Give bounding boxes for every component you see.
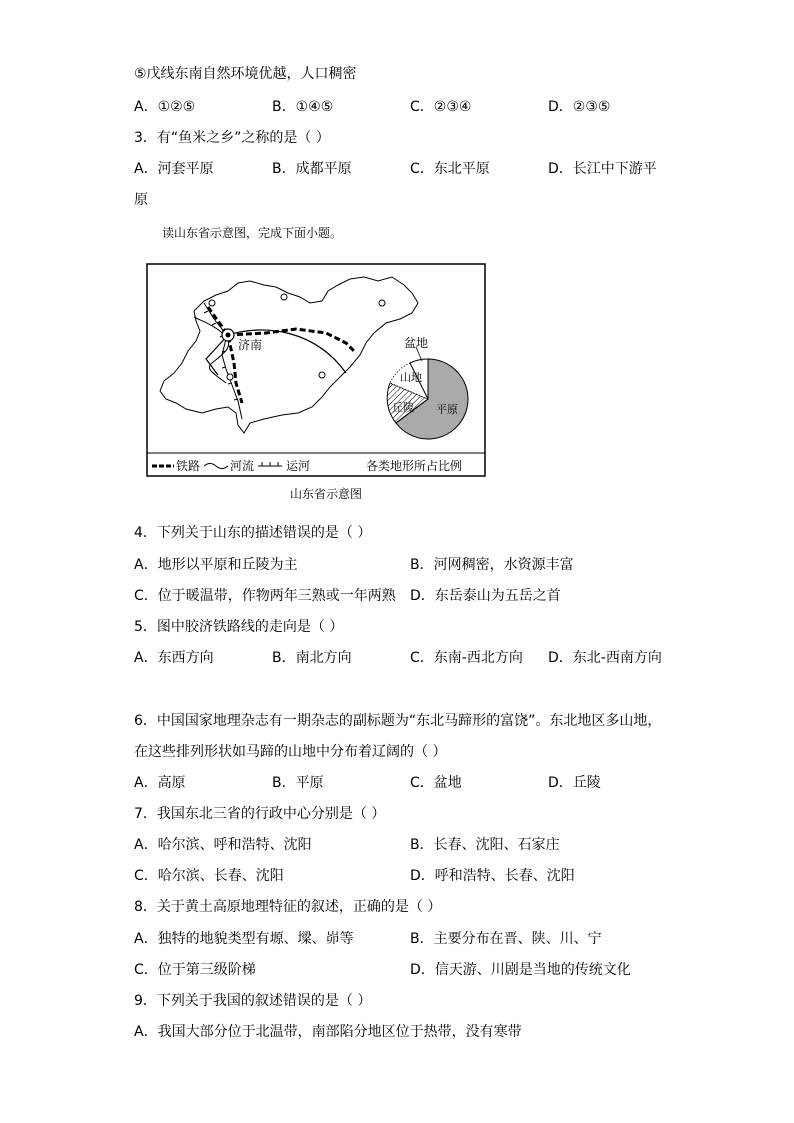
pie-title: 各类地形所占比例 (366, 459, 463, 473)
option-c[interactable]: C．位于第三级阶梯 (134, 962, 256, 978)
pie-label-mountain: 山地 (400, 371, 422, 384)
option-c[interactable]: C．盆地 (410, 775, 462, 791)
q5-options (134, 648, 694, 668)
option-d[interactable]: D．长江中下游平 (548, 161, 657, 177)
legend-canal: 运河 (286, 459, 311, 473)
q3-options (134, 159, 694, 179)
option-d[interactable]: D．信天游、川剧是当地的传统文化 (410, 962, 631, 978)
option-a[interactable]: A．地形以平原和丘陵为主 (134, 557, 298, 573)
option-c[interactable]: C．②③④ (410, 99, 472, 115)
option-c[interactable]: C．东北平原 (410, 161, 490, 177)
option-a[interactable]: A．东西方向 (134, 650, 214, 666)
q8-options-row2 (134, 960, 694, 980)
pie-label-basin: 盆地 (404, 336, 429, 350)
option-c[interactable]: C．东南-西北方向 (410, 650, 523, 666)
legend-river: 河流 (230, 459, 255, 473)
q7-options-row1 (134, 835, 694, 855)
option-a[interactable]: A．独特的地貌类型有塬、墚、峁等 (134, 931, 354, 947)
question-8: 8．关于黄土高原地理特征的叙述，正确的是（ ） (134, 899, 442, 915)
q9-option-a[interactable]: A．我国大部分位于北温带，南部陷分地区位于热带，没有寒带 (134, 1024, 522, 1040)
q2-options (134, 97, 694, 117)
option-b[interactable]: B．主要分布在晋、陕、川、宁 (410, 931, 602, 947)
option-a[interactable]: A．河套平原 (134, 161, 214, 177)
question-6-line1: 6．中国国家地理杂志有一期杂志的副标题为“东北马蹄形的富饶”。东北地区多山地， (134, 713, 662, 729)
option-b[interactable]: B．河网稠密，水资源丰富 (410, 557, 574, 573)
option-b[interactable]: B．成都平原 (272, 161, 352, 177)
option-b[interactable]: B．①④⑤ (272, 99, 334, 115)
option-a[interactable]: A．①②⑤ (134, 99, 196, 115)
option-b[interactable]: B．长春、沈阳、石家庄 (410, 837, 560, 853)
city-label: 济南 (238, 338, 263, 352)
q3-option-d-continued: 原 (134, 192, 148, 208)
question-3: 3．有“鱼米之乡”之称的是（ ） (134, 130, 330, 146)
text-line: ⑤戊线东南自然环境优越，人口稠密 (134, 66, 357, 82)
map-caption: 山东省示意图 (290, 487, 363, 501)
option-a[interactable]: A．哈尔滨、呼和浩特、沈阳 (134, 837, 312, 853)
question-6-line2: 在这些排列形状如马蹄的山地中分布着辽阔的（ ） (134, 744, 447, 760)
q8-options-row1 (134, 929, 694, 949)
option-b[interactable]: B．平原 (272, 775, 324, 791)
question-9: 9．下列关于我国的叙述错误的是（ ） (134, 993, 372, 1009)
q7-options-row2 (134, 866, 694, 886)
q6-options (134, 773, 694, 793)
shandong-map (146, 263, 486, 477)
legend-railway: 铁路 (176, 459, 201, 473)
option-c[interactable]: C．位于暖温带，作物两年三熟或一年两熟 (134, 588, 396, 604)
map-intro: 读山东省示意图，完成下面小题。 (162, 226, 343, 240)
option-d[interactable]: D．丘陵 (548, 775, 601, 791)
pie-label-plain: 平原 (436, 403, 458, 416)
option-d[interactable]: D．东北-西南方向 (548, 650, 662, 666)
question-5: 5．图中胶济铁路线的走向是（ ） (134, 619, 344, 635)
q4-options-row2 (134, 586, 694, 606)
q4-options-row1 (134, 555, 694, 575)
question-7: 7．我国东北三省的行政中心分别是（ ） (134, 806, 386, 822)
option-a[interactable]: A．高原 (134, 775, 186, 791)
option-d[interactable]: D．②③⑤ (548, 99, 611, 115)
pie-label-hill: 丘陵 (392, 401, 414, 414)
option-c[interactable]: C．哈尔滨、长春、沈阳 (134, 868, 284, 884)
option-b[interactable]: B．南北方向 (272, 650, 352, 666)
option-d[interactable]: D．东岳泰山为五岳之首 (410, 588, 561, 604)
option-d[interactable]: D．呼和浩特、长春、沈阳 (410, 868, 575, 884)
question-4: 4．下列关于山东的描述错误的是（ ） (134, 525, 372, 541)
